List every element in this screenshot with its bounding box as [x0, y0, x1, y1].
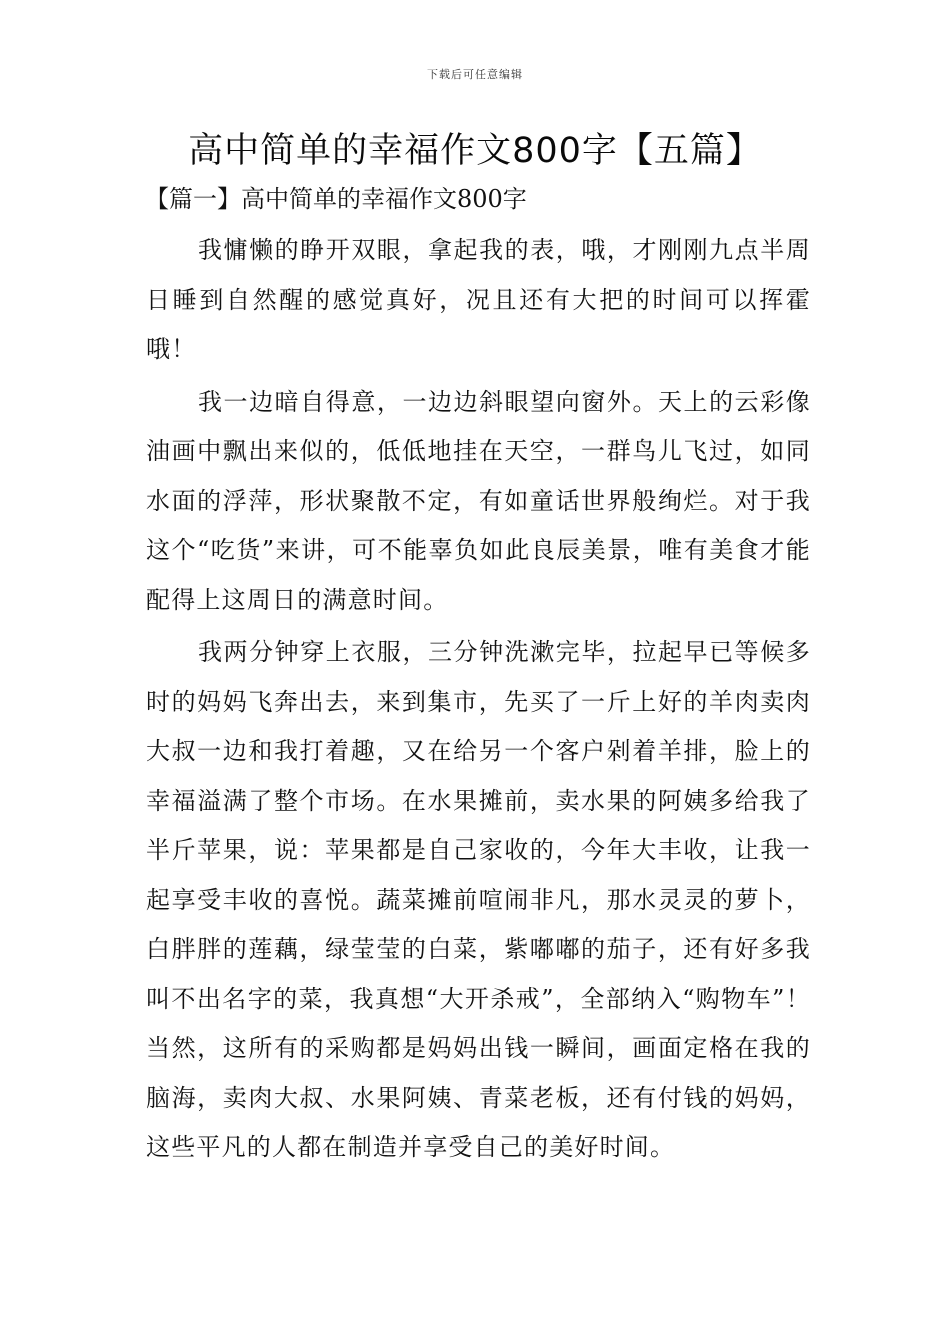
paragraph-2: 我一边暗自得意，一边边斜眼望向窗外。天上的云彩像油画中飘出来似的，低低地挂在天空，一群鸟儿飞过，如同水面的浮萍，形状聚散不定，有如童话世界般绚烂。对于我这个“吃货”来讲，可不能辜负如此良辰美景，唯有美食才能配得上这周日的满意时间。 [146, 387, 811, 614]
paragraph-1: 我慵懒的睁开双眼，拿起我的表，哦，才刚刚九点半周日睡到自然醒的感觉真好，况且还有大把的时间可以挥霍哦！ [146, 236, 811, 363]
paragraph-3: 我两分钟穿上衣服，三分钟洗漱完毕，拉起早已等候多时的妈妈飞奔出去，来到集市，先买了一斤上好的羊肉卖肉大叔一边和我打着趣，又在给另一个客户剁着羊排，脸上的幸福溢满了整个市场。在水果摊前，卖水果的阿姨多给我了半斤苹果，说：苹果都是自己家收的，今年大丰收，让我一起享受丰收的喜悦。蔬菜摊前喧闹非凡，那水灵灵的萝卜，白胖胖的莲藕，绿莹莹的白菜，紫嘟嘟的茄子，还有好多我叫不出名字的菜，我真想“大开杀戒”，全部纳入“购物车”！当然，这所有的采购都是妈妈出钱一瞬间，画面定格在我的脑海，卖肉大叔、水果阿姨、青菜老板，还有付钱的妈妈，这些平凡的人都在制造并享受自己的美好时间。 [146, 638, 811, 1161]
document-body [146, 226, 811, 1176]
section-heading: 【篇一】高中简单的幸福作文800字 [145, 185, 527, 213]
document-title: 高中简单的幸福作文800字【五篇】 [188, 131, 762, 171]
header-note: 下载后可任意编辑 [427, 68, 523, 81]
